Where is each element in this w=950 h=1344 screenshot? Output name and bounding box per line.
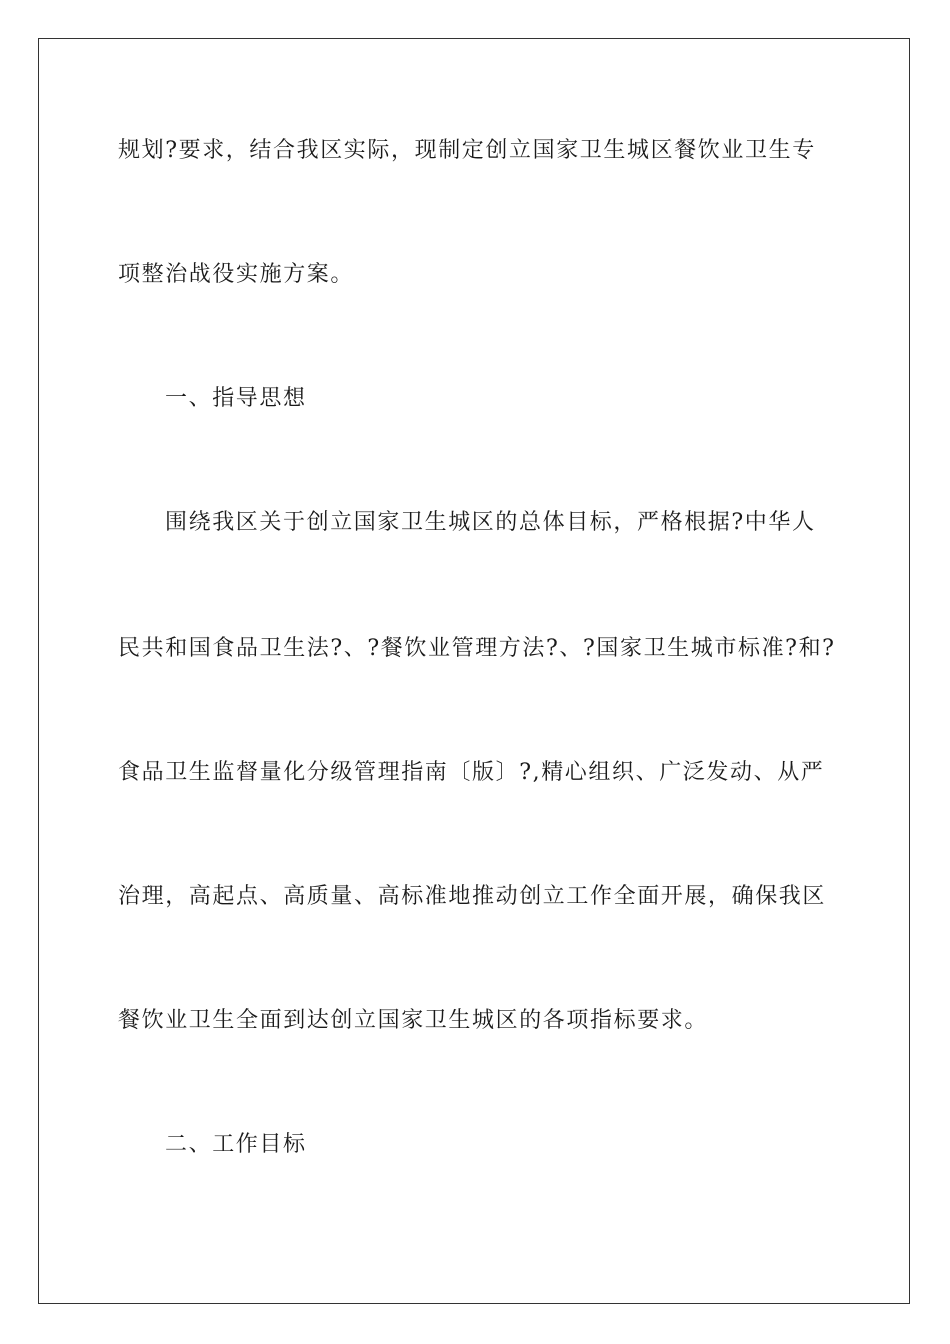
paragraph-line: 规划?要求，结合我区实际，现制定创立国家卫生城区餐饮业卫生专	[118, 138, 816, 163]
page-border	[38, 38, 910, 1304]
paragraph-line: 项整治战役实施方案。	[118, 262, 355, 287]
paragraph-line: 治理，高起点、高质量、高标准地推动创立工作全面开展，确保我区	[118, 884, 827, 909]
section-heading-guiding-ideology: 一、指导思想	[165, 386, 307, 411]
section-heading-work-goals: 二、工作目标	[165, 1132, 307, 1157]
paragraph-line: 民共和国食品卫生法?、?餐饮业管理方法?、?国家卫生城市标准?和?	[118, 636, 836, 661]
paragraph-line: 食品卫生监督量化分级管理指南〔版〕?,精心组织、广泛发动、从严	[118, 760, 825, 785]
paragraph-line: 围绕我区关于创立国家卫生城区的总体目标，严格根据?中华人	[165, 510, 816, 535]
paragraph-line: 餐饮业卫生全面到达创立国家卫生城区的各项指标要求。	[118, 1008, 709, 1033]
